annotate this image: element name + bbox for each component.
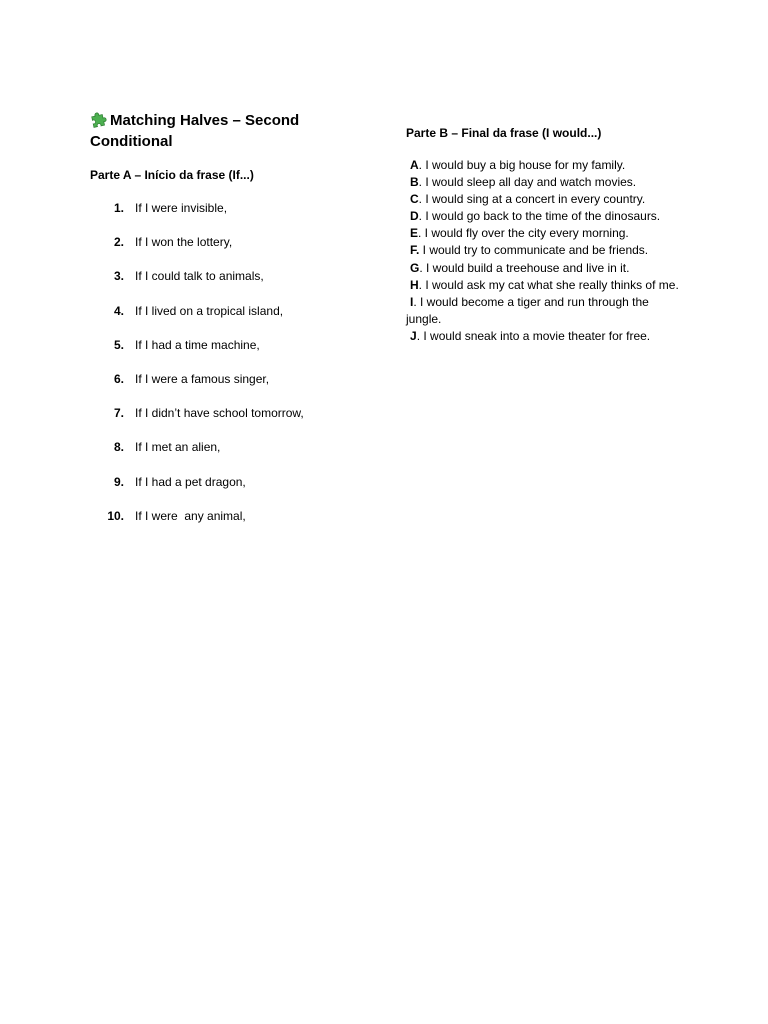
part-b-item bbox=[406, 242, 681, 259]
part-a-item-number: 5. bbox=[113, 337, 124, 352]
part-a-item-number: 4. bbox=[113, 303, 124, 318]
part-b-item-text: . I would sneak into a movie theater for free. bbox=[416, 328, 651, 343]
part-a-item bbox=[90, 234, 380, 268]
part-a-item-number: 8. bbox=[113, 440, 124, 455]
part-a-item bbox=[90, 371, 380, 405]
part-a-item bbox=[90, 508, 380, 542]
part-b-item bbox=[406, 260, 681, 277]
part-a-item-number: 7. bbox=[113, 406, 124, 421]
part-b-item-text: . I would fly over the city every morning. bbox=[418, 226, 629, 241]
part-a-item-number: 3. bbox=[113, 269, 124, 284]
part-a-item-text: If I were any animal, bbox=[135, 508, 246, 523]
part-b-item-letter: I bbox=[410, 294, 414, 309]
part-b-list bbox=[406, 157, 681, 345]
part-a-item-text: If I could talk to animals, bbox=[135, 269, 264, 284]
part-b-item-letter: E bbox=[410, 226, 419, 241]
part-b-item-text: I would try to communicate and be friends. bbox=[419, 243, 649, 258]
part-a-item bbox=[90, 405, 380, 439]
part-a-item-text: If I didn’t have school tomorrow, bbox=[135, 406, 304, 421]
part-b-item-letter: G bbox=[410, 260, 420, 275]
part-b-item bbox=[406, 157, 681, 174]
part-a-item-text: If I won the lottery, bbox=[135, 235, 233, 250]
part-a-item-text: If I had a time machine, bbox=[135, 337, 260, 352]
part-a-item bbox=[90, 439, 380, 473]
part-a-item-number: 10. bbox=[107, 508, 124, 523]
part-b-item bbox=[406, 277, 681, 294]
part-b-item bbox=[406, 208, 681, 225]
part-a-item bbox=[90, 474, 380, 508]
part-b-item-text: . I would ask my cat what she really thinks of me. bbox=[418, 277, 679, 292]
part-b-item-letter: B bbox=[410, 175, 419, 190]
part-a-item-number: 1. bbox=[113, 201, 124, 215]
part-b-item bbox=[406, 174, 681, 191]
part-b-item-text: . I would go back to the time of the dinosaurs. bbox=[418, 209, 661, 224]
part-b-item bbox=[406, 328, 681, 345]
right-column bbox=[406, 125, 681, 345]
part-a-item-text: If I had a pet dragon, bbox=[135, 474, 246, 489]
part-b-item bbox=[406, 294, 681, 328]
part-b-item-text: . I would build a treehouse and live in it. bbox=[419, 260, 630, 275]
part-b-item-text: . I would buy a big house for my family. bbox=[418, 158, 626, 172]
part-b-item-letter: C bbox=[410, 192, 419, 207]
part-b-item-text: . I would sleep all day and watch movies. bbox=[418, 175, 637, 190]
part-a-list bbox=[90, 200, 380, 542]
part-a-item bbox=[90, 200, 380, 234]
part-a-title: Parte A – Início da frase (If...) bbox=[90, 168, 254, 182]
part-b-item-letter: A bbox=[410, 158, 419, 172]
part-b-item bbox=[406, 191, 681, 208]
document-title-text: Matching Halves – Second Conditional bbox=[90, 112, 300, 150]
part-a-item-number: 6. bbox=[113, 371, 124, 386]
puzzle-piece-icon bbox=[90, 110, 108, 128]
part-a-item-text: If I were a famous singer, bbox=[135, 371, 270, 386]
part-b-item-text: . I would sing at a concert in every country. bbox=[418, 192, 646, 207]
document-title bbox=[90, 110, 380, 152]
part-b-item-letter: J bbox=[410, 328, 417, 343]
part-b-item-letter: D bbox=[410, 209, 419, 224]
part-a-item bbox=[90, 268, 380, 302]
part-a-item bbox=[90, 337, 380, 371]
part-a-item bbox=[90, 303, 380, 337]
part-a-item-text: If I met an alien, bbox=[135, 440, 221, 455]
part-b-item-text: . I would become a tiger and run through the jungle. bbox=[406, 294, 649, 326]
part-a-item-text: If I were invisible, bbox=[135, 201, 228, 215]
part-b-title: Parte B – Final da frase (I would...) bbox=[406, 126, 602, 140]
part-a-item-text: If I lived on a tropical island, bbox=[135, 303, 284, 318]
part-a-item-number: 2. bbox=[113, 235, 124, 250]
part-a-item-number: 9. bbox=[113, 474, 124, 489]
part-b-item-letter: F. bbox=[410, 243, 420, 258]
part-b-item bbox=[406, 225, 681, 242]
part-b-item-letter: H bbox=[410, 277, 419, 292]
left-column bbox=[90, 110, 380, 542]
